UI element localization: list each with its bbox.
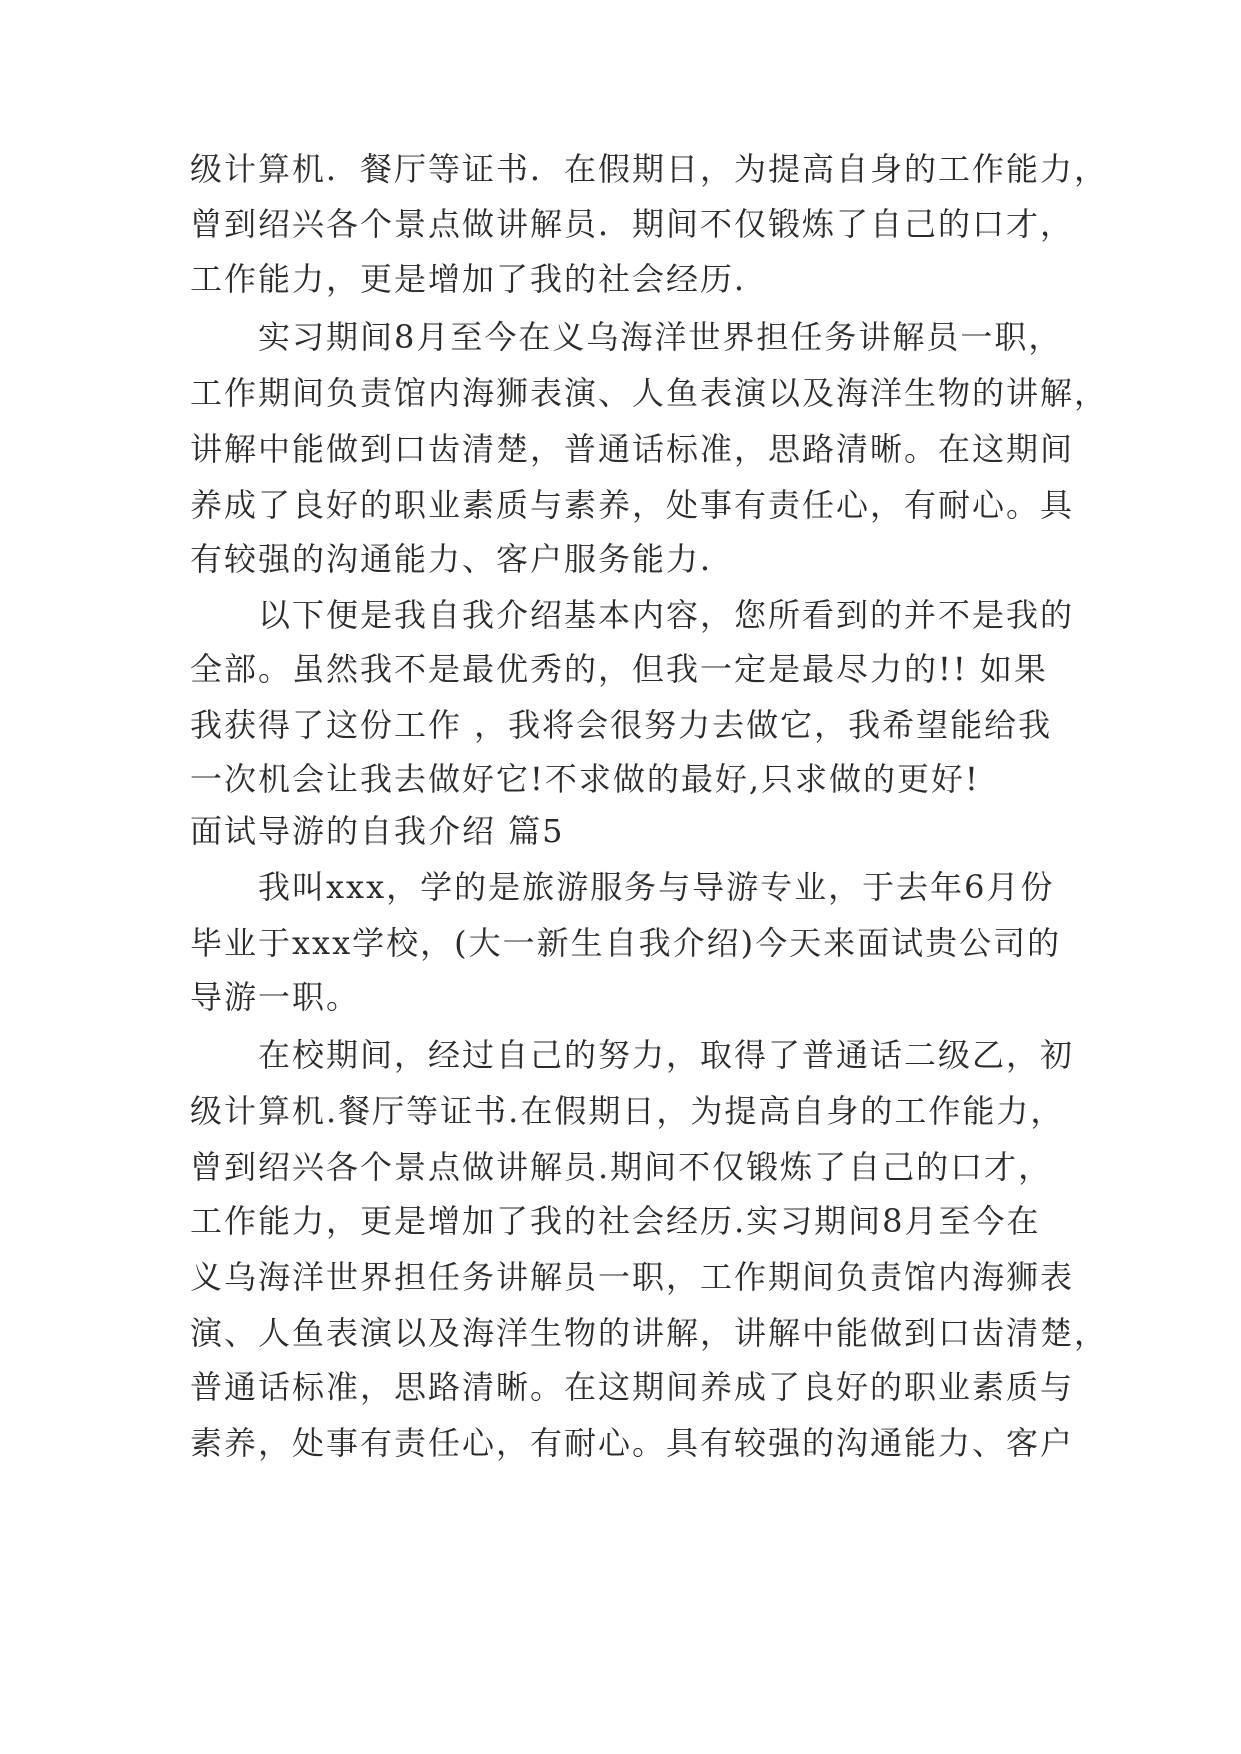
text-line: 普通话标准，思路清晰。在这期间养成了良好的职业素质与: [190, 1368, 1075, 1406]
text-line: 义乌海洋世界担任务讲解员一职，工作期间负责馆内海狮表: [190, 1258, 1075, 1296]
text-line: 曾到绍兴各个景点做讲解员．期间不仅锻炼了自己的口才，: [190, 205, 1075, 243]
text-line: 有较强的沟通能力、客户服务能力．: [190, 540, 735, 578]
text-line: 讲解中能做到口齿清楚，普通话标准，思路清晰。在这期间: [190, 430, 1075, 468]
text-line: 曾到绍兴各个景点做讲解员.期间不仅锻炼了自己的口才，: [190, 1148, 1053, 1186]
text-line: 级计算机.餐厅等证书.在假期日，为提高自身的工作能力，: [190, 1092, 1065, 1130]
text-line: 我获得了这份工作 ，我将会很努力去做它，我希望能给我: [190, 706, 1053, 744]
text-line: 导游一职。: [190, 978, 361, 1016]
text-line: 全部。虽然我不是最优秀的，但我一定是最尽力的!! 如果: [190, 650, 1048, 688]
text-line: 工作能力，更是增加了我的社会经历.实习期间8月至今在: [190, 1202, 1041, 1240]
text-line: 级计算机．餐厅等证书．在假期日，为提高自身的工作能力，: [190, 150, 1109, 188]
section-heading: 面试导游的自我介绍 篇5: [190, 812, 565, 850]
text-line: 毕业于xxx学校，(大一新生自我介绍)今天来面试贵公司的: [190, 924, 1062, 962]
text-line: 素养，处事有责任心，有耐心。具有较强的沟通能力、客户: [190, 1424, 1075, 1462]
paragraph-first-line: 在校期间，经过自己的努力，取得了普通话二级乙，初: [258, 1036, 1075, 1074]
paragraph-first-line: 实习期间8月至今在义乌海洋世界担任务讲解员一职，: [258, 318, 1063, 356]
text-line: 养成了良好的职业素质与素养，处事有责任心，有耐心。具: [190, 486, 1075, 524]
paragraph-first-line: 我叫xxx，学的是旅游服务与导游专业，于去年6月份: [258, 868, 1055, 906]
text-line: 演、人鱼表演以及海洋生物的讲解，讲解中能做到口齿清楚，: [190, 1314, 1109, 1352]
text-line: 工作能力，更是增加了我的社会经历．: [190, 260, 769, 298]
text-line: 工作期间负责馆内海狮表演、人鱼表演以及海洋生物的讲解，: [190, 374, 1109, 412]
paragraph-first-line: 以下便是我自我介绍基本内容，您所看到的并不是我的: [258, 596, 1075, 634]
text-line: 一次机会让我去做好它!不求做的最好,只求做的更好!: [190, 760, 980, 798]
